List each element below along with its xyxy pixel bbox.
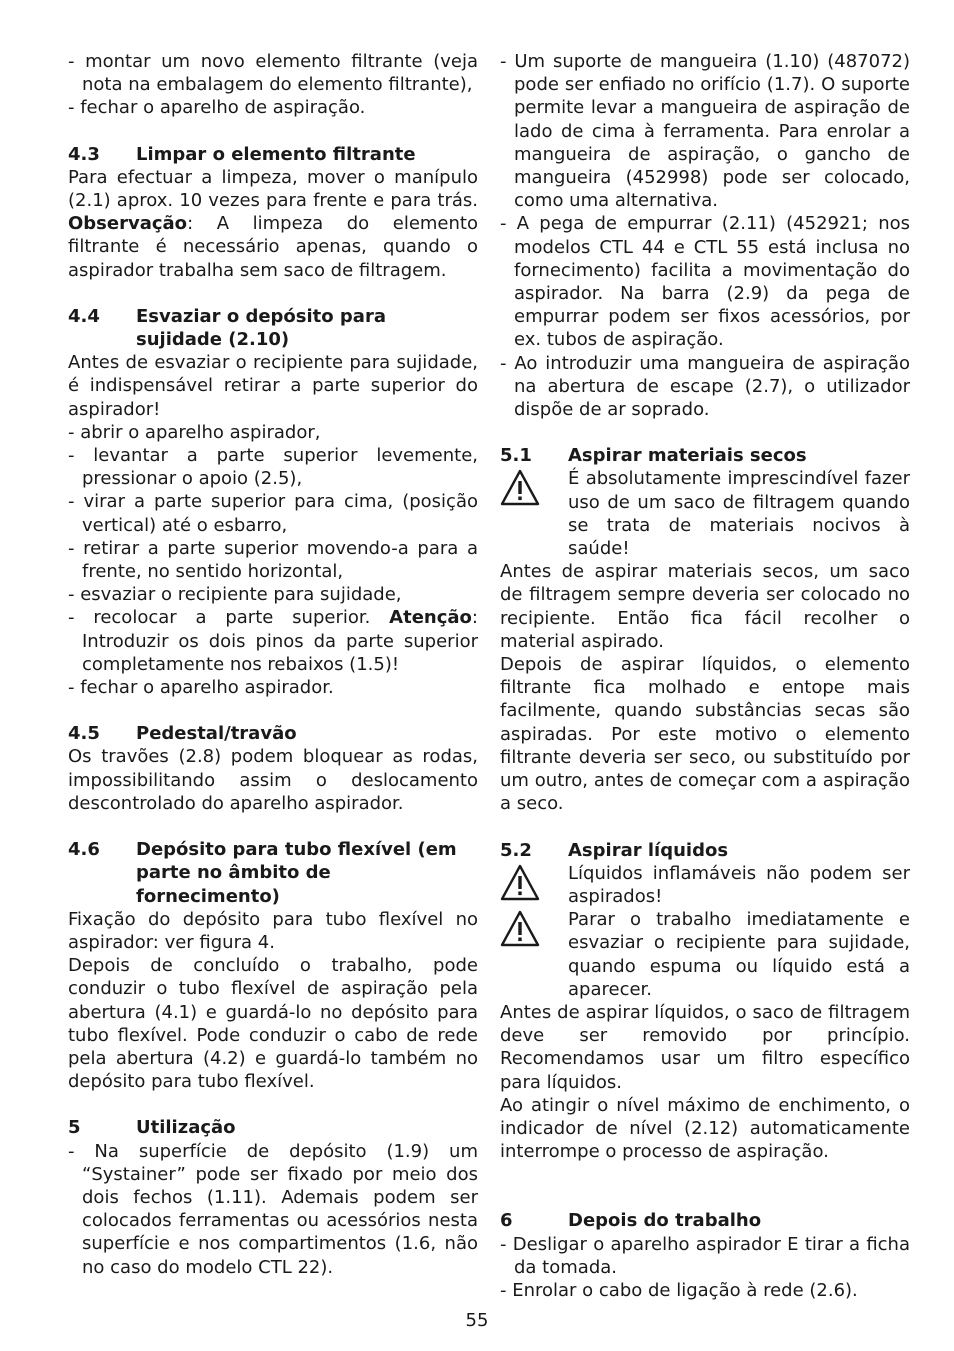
section-heading-4-4 — [68, 305, 478, 351]
section-heading-5-2 — [500, 839, 910, 862]
list-item: - esvaziar o recipiente para sujidade, — [68, 584, 402, 606]
section-heading-4-3 — [68, 143, 478, 166]
section-heading-6 — [500, 1209, 910, 1232]
list-item: - fechar o aparelho aspirador. — [68, 677, 334, 699]
list-item: - fechar o aparelho de aspiração. — [68, 97, 366, 119]
warning-block — [500, 908, 910, 1001]
section-title: Depois do trabalho — [568, 1210, 762, 1232]
section-heading-4-6 — [68, 838, 478, 908]
warning-text: Líquidos inflamáveis não podem ser aspirados! — [568, 862, 910, 907]
section-number: 4.3 — [68, 143, 100, 165]
paragraph: Antes de esvaziar o recipiente para sujidade, é indispensável retirar a parte superior do aspirador! — [68, 352, 478, 420]
list-item: - A pega de empurrar (2.11) (452921; nos modelos CTL 44 e CTL 55 está inclusa no fornecimento) facilita a movimentação do aspirador. Na barra (2.9) da pega de empurrar podem ser fixos acessórios, por ex. tubos de aspiração. — [500, 213, 910, 351]
text-run: - recolocar a parte superior. — [68, 607, 390, 629]
warning-triangle-icon — [500, 467, 540, 560]
section-number: 5.2 — [500, 839, 532, 861]
text-run: : Introduzir os dois pinos da parte superior completamente nos rebaixos (1.5)! — [82, 607, 478, 675]
section-number: 6 — [500, 1210, 513, 1232]
left-column — [68, 50, 478, 1279]
list-item: - Um suporte de mangueira (1.10) (487072) pode ser enfiado no orifício (1.7). O suporte permite levar a mangueira de aspiração de lado de cima à ferramenta. Para enrolar a mangueira de aspiração, o gancho de mangueira (452998) pode ser colocado, como uma alternativa. — [500, 51, 910, 212]
page-number: 55 — [465, 1310, 489, 1331]
section-title: Utilização — [136, 1117, 236, 1139]
section-title: Aspirar líquidos — [568, 839, 729, 861]
section-number: 5 — [68, 1117, 81, 1139]
warning-block — [500, 467, 910, 560]
text-run: : A limpeza do elemento filtrante é necessário apenas, quando o aspirador trabalha sem saco de filtragem. — [68, 213, 478, 281]
section-number: 4.5 — [68, 723, 100, 745]
section-title: Aspirar materiais secos — [568, 445, 807, 467]
list-item: - Na superfície de depósito (1.9) um “Systainer” pode ser fixado por meio dos dois fechos (1.11). Ademais podem ser colocados ferramentas ou acessórios nesta superfície e nos compartimentos (1.6, não no caso do modelo CTL 22). — [68, 1140, 478, 1278]
list-item: - virar a parte superior para cima, (posição vertical) até o esbarro, — [68, 491, 478, 536]
section-heading-5 — [68, 1116, 478, 1139]
paragraph: Depois de concluído o trabalho, pode conduzir o tubo flexível de aspiração pela abertura (4.1) e guardá-lo no depósito para tubo flexível. Pode conduzir o cabo de rede pela abertura (4.2) e guardá-lo também no depósito para tubo flexível. — [68, 955, 478, 1093]
right-column — [500, 50, 910, 1302]
list-item — [68, 606, 478, 676]
paragraph — [68, 166, 478, 282]
warning-text: Parar o trabalho imediatamente e esvaziar o recipiente para sujidade, quando espuma ou líquido está a aparecer. — [568, 909, 910, 1000]
warning-triangle-icon — [500, 862, 540, 908]
warning-text: É absolutamente imprescindível fazer uso de um saco de filtragem quando se trata de materiais nocivos à saúde! — [568, 468, 910, 560]
text-run: Para efectuar a limpeza, mover o manípulo (2.1) aprox. 10 vezes para frente e para trás. — [68, 166, 478, 212]
warning-block — [500, 862, 910, 908]
list-item: - retirar a parte superior movendo-a para a frente, no sentido horizontal, — [68, 537, 478, 583]
list-item: - Enrolar o cabo de ligação à rede (2.6). — [500, 1279, 858, 1301]
section-heading-5-1 — [500, 444, 910, 467]
bold-label: Atenção — [389, 607, 472, 629]
bold-label: Observação — [68, 213, 188, 235]
paragraph: Antes de aspirar materiais secos, um saco de filtragem sempre deveria ser colocado no recipiente. Então fica fácil recolher o material aspirado. — [500, 561, 910, 652]
section-title: Depósito para tubo flexível (em parte no âmbito de fornecimento) — [136, 839, 457, 907]
list-item: - Ao introduzir uma mangueira de aspiração na abertura de escape (2.7), o utilizador dispõe de ar soprado. — [500, 352, 910, 421]
paragraph: Depois de aspirar líquidos, o elemento filtrante fica molhado e entope mais facilmente, quando substâncias secas são aspiradas. Por este motivo o elemento filtrante deveria ser seco, ou substituído por um outro, antes de começar com a aspiração a seco. — [500, 654, 910, 815]
paragraph: Os travões (2.8) podem bloquear as rodas, impossibilitando assim o deslocamento descontrolado do aparelho aspirador. — [68, 746, 478, 814]
section-number: 4.6 — [68, 839, 100, 861]
section-title: Limpar o elemento filtrante — [136, 143, 416, 165]
section-number: 5.1 — [500, 445, 532, 467]
warning-triangle-icon — [500, 908, 540, 1001]
list-item: - Desligar o aparelho aspirador E tirar a ficha da tomada. — [500, 1233, 910, 1278]
section-number: 4.4 — [68, 305, 100, 327]
list-item: - levantar a parte superior levemente, pressionar o apoio (2.5), — [68, 445, 478, 490]
paragraph: Antes de aspirar líquidos, o saco de filtragem deve ser removido por princípio. Recomendamos usar um filtro específico para líquidos. — [500, 1001, 910, 1093]
section-heading-4-5 — [68, 722, 478, 745]
list-item: - abrir o aparelho aspirador, — [68, 421, 321, 443]
list-item: - montar um novo elemento filtrante (veja nota na embalagem do elemento filtrante), — [68, 51, 478, 96]
paragraph: Ao atingir o nível máximo de enchimento, o indicador de nível (2.12) automaticamente interrompe o processo de aspiração. — [500, 1094, 910, 1163]
section-title: Esvaziar o depósito para sujidade (2.10) — [136, 305, 386, 351]
paragraph: Fixação do depósito para tubo flexível no aspirador: ver figura 4. — [68, 908, 478, 953]
section-title: Pedestal/travão — [136, 723, 297, 745]
